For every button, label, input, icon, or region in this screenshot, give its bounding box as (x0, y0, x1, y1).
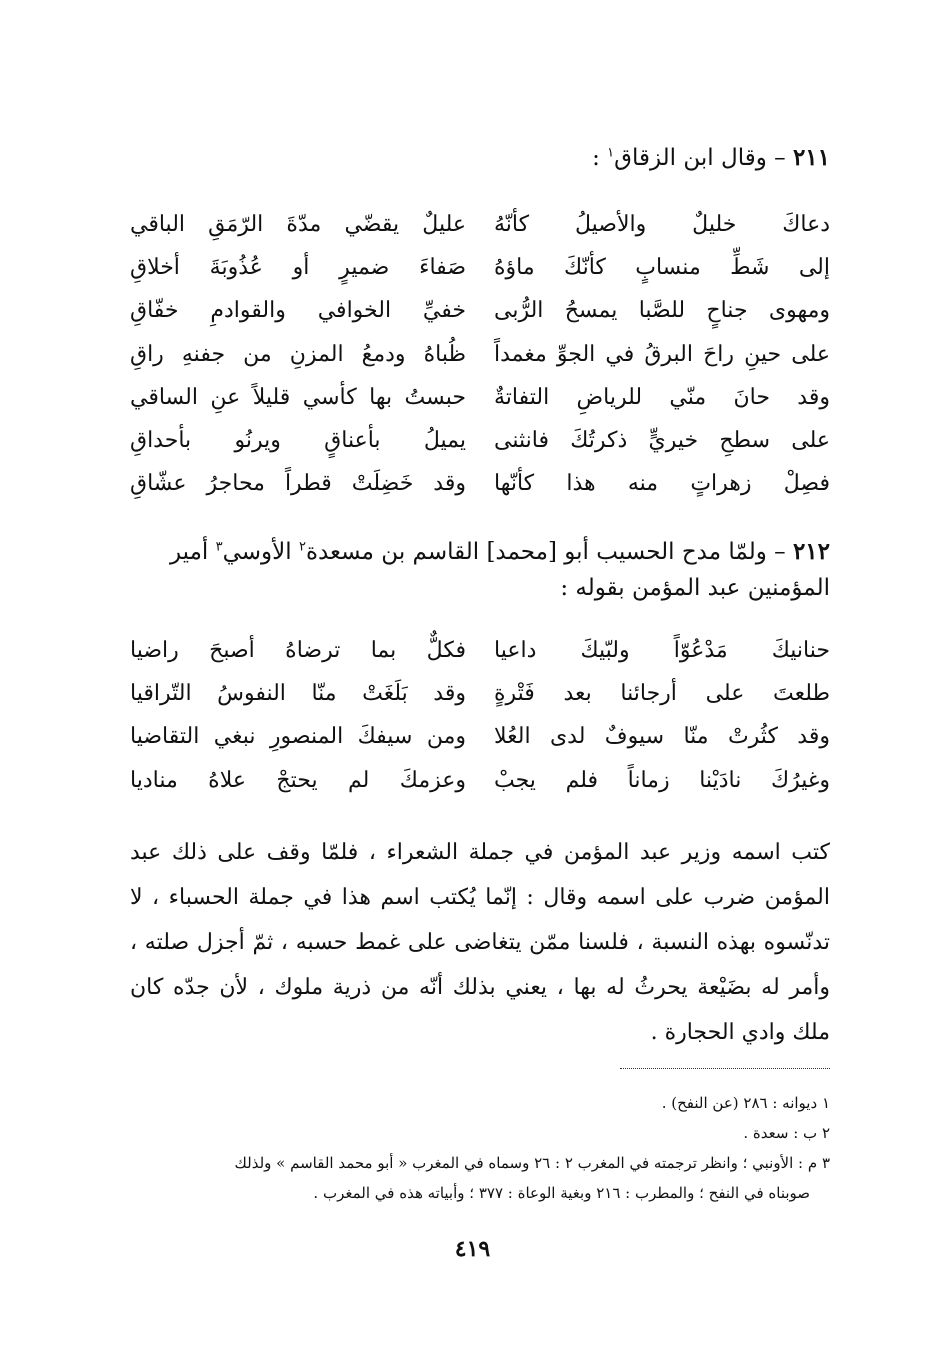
footnote-divider (620, 1068, 830, 1069)
entry-number: ٢١١ (792, 144, 830, 171)
poem-1 (130, 203, 830, 505)
entry-intro: – وقال ابن الزقاق (614, 145, 786, 171)
verse (130, 333, 830, 376)
entry-number: ٢١٢ (792, 538, 830, 565)
footnote-3: ٣ م : الأونبي ؛ وانظر ترجمته في المغرب ٢ : ٢٦ وسماه في المغرب « أبو محمد القاسم » ولذلك (234, 1154, 830, 1172)
footnote-2: ٢ ب : سعدة . (743, 1124, 830, 1142)
entry-intro-end: أمير (169, 539, 216, 565)
hemistich-second: وعزمكَ لم يحتجْ علاهُ مناديا (130, 767, 466, 793)
hemistich-second: وقد خَضِلَتْ قطراً محاجرُ عشّاقِ (130, 471, 466, 497)
hemistich-second: حبستُ بها كأسي قليلاً عنِ الساقي (130, 384, 466, 410)
page-number: ٤١٩ (454, 1236, 491, 1262)
hemistich-second: صَفاءَ ضميرٍ أو عُذُوبَةَ أخلاقِ (130, 255, 466, 281)
hemistich-second: ظُباهُ ودمعُ المزنِ من جفنهِ راقِ (130, 341, 466, 367)
poem-2 (130, 629, 830, 802)
hemistich-first: وقد حانَ منّي للرياضِ التفاتةٌ (494, 384, 830, 410)
hemistich-second: عليلٌ يقضّي مدّةَ الرّمَقِ الباقي (130, 212, 466, 237)
footnote-ref: ١ (607, 145, 615, 161)
hemistich-second: فكلٌّ بما ترضاهُ أصبحَ راضيا (130, 638, 466, 663)
entry-intro: – ولمّا مدح الحسيب أبو [محمد] القاسم بن مسعدة (305, 539, 786, 565)
hemistich-first: على سطحِ خيريٍّ ذكرتُكَ فانثنى (494, 427, 830, 453)
verse (130, 376, 830, 419)
footnote-ref: ٢ (298, 539, 306, 555)
entry-212-line-2: المؤمنين عبد المؤمن بقوله : (560, 575, 830, 601)
footnote-ref: ٣ (215, 539, 223, 555)
entry-212-line-1 (130, 534, 830, 570)
verse (130, 462, 830, 505)
footnote-3-continued: صوبناه في النفح ؛ والمطرب : ٢١٦ وبغية الوعاة : ٣٧٧ ؛ وأبياته هذه في المغرب . (313, 1184, 810, 1202)
verse (130, 289, 830, 332)
hemistich-first: على حينِ راحَ البرقُ في الجوِّ مغمداً (494, 341, 830, 367)
verse (130, 629, 830, 672)
hemistich-first: طلعتَ على أرجائنا بعد فَتْرةٍ (494, 681, 830, 707)
hemistich-second: ومن سيفكَ المنصورِ نبغي التقاضيا (130, 724, 466, 750)
hemistich-first: فصِلْ زهراتٍ منه هذا كأنّها (494, 471, 830, 497)
hemistich-second: وقد بَلَغَتْ منّا النفوسُ التّراقيا (130, 681, 466, 707)
entry-colon: : (592, 145, 608, 171)
footnote-1: ١ ديوانه : ٢٨٦ (عن النفح) . (661, 1094, 830, 1112)
hemistich-first: ومهوى جناحٍ للصَّبا يمسحُ الرُّبى (494, 298, 830, 324)
hemistich-second: خفيِّ الخوافي والقوادمِ خفّاقِ (130, 298, 466, 324)
hemistich-first: وقد كثُرتْ منّا سيوفٌ لدى العُلا (494, 724, 830, 750)
entry-211-heading (130, 142, 830, 174)
verse (130, 203, 830, 246)
hemistich-first: وغيرُكَ نادَيْنا زماناً فلم يجبْ (494, 767, 830, 793)
hemistich-first: إلى شَطِّ منسابٍ كأنّكَ ماؤهُ (494, 255, 830, 281)
verse (130, 246, 830, 289)
hemistich-first: دعاكَ خليلٌ والأصيلُ كأنّهُ (494, 212, 830, 237)
verse (130, 715, 830, 758)
prose-text: كتب اسمه وزير عبد المؤمن في جملة الشعراء ، فلمّا وقف على ذلك عبد المؤمن ضرب على اسمه وقال : إنّما يُكتب اسم هذا في جملة الحسباء ، لا تدنّسوه بهذه النسبة ، فلسنا ممّن يتغاضى على غمط حسبه ، ثمّ أجزل صلته ، وأمر له بضَيْعة يحرثُ له بها ، يعني بذلك أنّه من ذرية ملوك ، لأن جدّه كان ملك وادي الحجارة . (130, 840, 830, 1045)
hemistich-second: يميلُ بأعناقٍ ويرنُو بأحداقِ (130, 427, 466, 453)
verse (130, 672, 830, 715)
verse (130, 419, 830, 462)
prose-paragraph (130, 830, 830, 1055)
entry-212-heading (130, 534, 830, 606)
entry-intro-cont: الأوسي (222, 539, 299, 565)
hemistich-first: حنانيكَ مَدْعُوّاً ولبّيكَ داعيا (494, 638, 830, 663)
verse (130, 759, 830, 802)
footnotes (130, 1088, 830, 1208)
